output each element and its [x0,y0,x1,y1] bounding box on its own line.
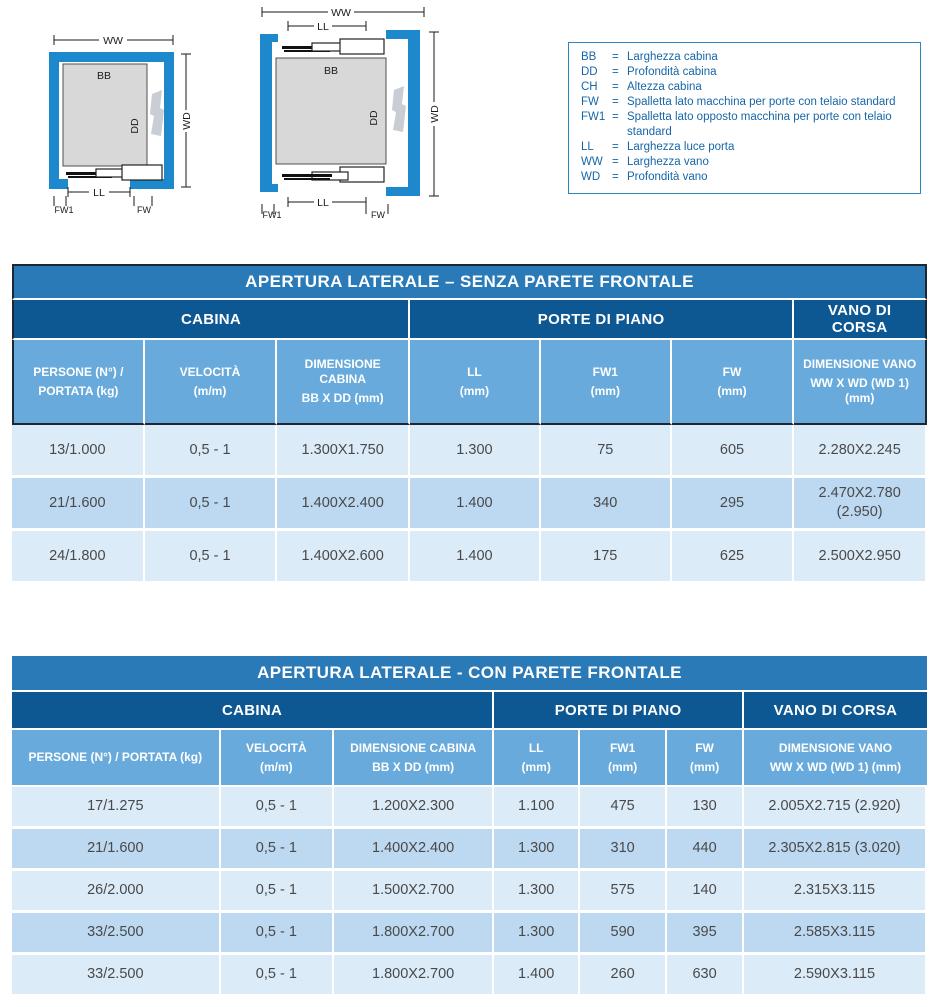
table-cell: 2.590X3.115 [744,955,927,997]
table-cell: 140 [667,871,744,913]
table-cell: 630 [667,955,744,997]
table-cell: 1.200X2.300 [334,787,494,829]
bb-dimension-label: BB [96,70,112,82]
column-header: FW (mm) [667,730,744,787]
fw-dimension-label: FW [371,210,385,220]
ww-dimension-label: WW [103,35,123,47]
legend-list [581,50,910,184]
table-cell: 1.300 [494,913,580,955]
table-cell: 1.300X1.750 [277,425,410,478]
fw-dimension-label: FW [137,205,151,215]
table-cell: 295 [672,478,795,531]
legend-item: FW1 = Spalletta lato opposto macchina per porte con telaio standard [581,110,892,138]
landing-door [66,165,162,180]
table-cell: 21/1.600 [12,478,145,531]
dd-dimension-label: DD [368,110,380,126]
table-cell: 1.300 [494,871,580,913]
table-cell: 0,5 - 1 [145,531,278,584]
column-header: LL (mm) [410,340,541,425]
table-title: APERTURA LATERALE - CON PARETE FRONTALE [12,656,927,692]
legend-item: WW = Larghezza vano [581,155,709,168]
table-cell: 0,5 - 1 [145,478,278,531]
landing-door-bottom [282,167,384,182]
landing-door-top [282,39,384,54]
fw1-dimension-label: FW1 [262,210,282,220]
legend-item: FW = Spalletta lato macchina per porte con telaio standard [581,95,896,108]
table-cell: 130 [667,787,744,829]
legend-item: CH = Altezza cabina [581,80,702,93]
column-header: DIMENSIONE CABINA BB X DD (mm) [277,340,410,425]
table-cell: 0,5 - 1 [221,787,334,829]
column-header: DIMENSIONE CABINA BB X DD (mm) [334,730,494,787]
ll-bottom-dimension-label: LL [317,197,329,209]
table-cell: 605 [672,425,795,478]
table-cell: 0,5 - 1 [221,829,334,871]
counterweight-symbol [392,86,406,132]
table-cell: 33/2.500 [12,955,221,997]
column-header: VELOCITÀ (m/m) [145,340,278,425]
table-row [12,871,927,913]
table-cell: 575 [580,871,667,913]
table-cell: 1.300 [410,425,541,478]
table-title: APERTURA LATERALE – SENZA PARETE FRONTALE [12,264,927,300]
table-cell: 2.315X3.115 [744,871,927,913]
legend-box [568,42,921,194]
table-cell: 2.305X2.815 (3.020) [744,829,927,871]
ll-dimension-label: LL [93,187,105,199]
table-cell: 1.400X2.400 [277,478,410,531]
group-header-vano-di-corsa: VANO DI CORSA [744,692,927,730]
table-row [12,478,927,531]
column-header: PERSONE (N°) / PORTATA (kg) [12,340,145,425]
ww-dimension-label: WW [331,7,351,19]
table-row [12,829,927,871]
table-cell: 1.400 [494,955,580,997]
table-cell: 625 [672,531,795,584]
table-row [12,787,927,829]
table-cell: 1.400X2.600 [277,531,410,584]
table-cell: 2.585X3.115 [744,913,927,955]
table-cell: 0,5 - 1 [221,871,334,913]
column-header: DIMENSIONE VANO WW X WD (WD 1) (mm) [744,730,927,787]
table-cell: 33/2.500 [12,913,221,955]
table-cell: 395 [667,913,744,955]
table-cell: 17/1.275 [12,787,221,829]
table-cell: 0,5 - 1 [145,425,278,478]
table-cell: 1.100 [494,787,580,829]
column-header: FW1 (mm) [541,340,672,425]
table-cell: 310 [580,829,667,871]
wd-dimension-label: WD [181,112,193,130]
legend-item: WD = Profondità vano [581,170,708,183]
ll-top-dimension-label: LL [317,21,329,33]
table-senza-parete-frontale [12,264,927,584]
table-cell: 2.280X2.245 [794,425,927,478]
column-header: FW (mm) [672,340,795,425]
column-header: FW1 (mm) [580,730,667,787]
table-cell: 26/2.000 [12,871,221,913]
group-header-vano-di-corsa: VANO DI CORSA [794,300,927,340]
table-row [12,531,927,584]
table-cell: 475 [580,787,667,829]
shaft-plan-diagram-through-entrance [248,6,448,220]
table-cell: 75 [541,425,672,478]
dd-dimension-label: DD [129,118,141,134]
fw1-dimension-label: FW1 [54,205,74,215]
table-cell: 24/1.800 [12,531,145,584]
table-cell: 1.400 [410,531,541,584]
table-cell: 590 [580,913,667,955]
table-cell: 21/1.600 [12,829,221,871]
counterweight-symbol [150,90,164,136]
shaft-plan-diagram-single-entrance [46,34,211,216]
table-row [12,955,927,997]
wd-dimension-label: WD [429,105,441,123]
group-header-porte-di-piano: PORTE DI PIANO [410,300,794,340]
legend-item: LL = Larghezza luce porta [581,140,735,153]
group-header-cabina: CABINA [12,300,410,340]
table-cell: 175 [541,531,672,584]
legend-item: BB = Larghezza cabina [581,51,718,63]
column-header: VELOCITÀ (m/m) [221,730,334,787]
table-cell: 260 [580,955,667,997]
table-cell: 0,5 - 1 [221,955,334,997]
table-cell: 2.500X2.950 [794,531,927,584]
group-header-cabina: CABINA [12,692,494,730]
group-header-porte-di-piano: PORTE DI PIANO [494,692,744,730]
legend-item: DD = Profondità cabina [581,65,717,78]
column-header: DIMENSIONE VANO WW X WD (WD 1) (mm) [794,340,927,425]
table-cell: 1.500X2.700 [334,871,494,913]
table-cell: 440 [667,829,744,871]
column-header: LL (mm) [494,730,580,787]
table-con-parete-frontale [12,656,927,997]
table-cell: 1.400X2.400 [334,829,494,871]
table-cell: 1.300 [494,829,580,871]
column-header: PERSONE (N°) / PORTATA (kg) [12,730,221,787]
bb-dimension-label: BB [323,65,339,77]
table-cell: 13/1.000 [12,425,145,478]
table-cell: 0,5 - 1 [221,913,334,955]
table-cell: 340 [541,478,672,531]
table-cell: 2.470X2.780 (2.950) [794,478,927,531]
table-cell: 1.800X2.700 [334,913,494,955]
table-cell: 1.800X2.700 [334,955,494,997]
table-cell: 2.005X2.715 (2.920) [744,787,927,829]
table-row [12,425,927,478]
table-row [12,913,927,955]
table-cell: 1.400 [410,478,541,531]
